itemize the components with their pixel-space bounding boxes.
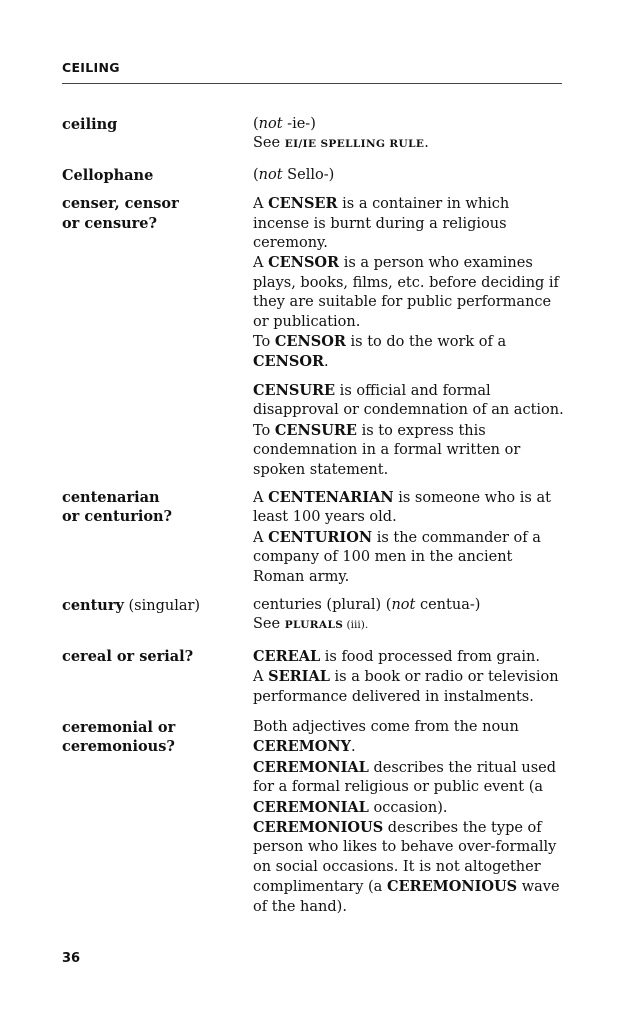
entry-century — [62, 596, 567, 636]
cross-reference: EI/IE SPELLING RULE — [284, 138, 425, 151]
running-head: CEILING — [62, 60, 120, 75]
entry-definition: centuries (plural) (not centua-) See PLURALS (iii). — [253, 596, 481, 633]
entry-term: censer, censor or censure? — [62, 195, 179, 232]
entry-centenarian-centurion — [62, 488, 567, 587]
page-number: 36 — [62, 951, 81, 966]
entry-ceiling — [62, 115, 567, 155]
entry-definition: Both adjectives come from the noun CEREMONY. CEREMONIAL describes the ritual used for a formal religious or public event (a CEREMONIAL occasion). CEREMONIOUS describes the type of person who likes to behave over-formally on social occasions. It is not altogether complimentary (a CEREMONIOUS wave of the hand). — [253, 718, 560, 915]
entry-term: century (singular) — [62, 596, 201, 614]
dictionary-entries — [62, 115, 567, 917]
entry-ceremonial-ceremonious — [62, 718, 567, 917]
entry-definition: A CENTENARIAN is someone who is at least 100 years old. A CENTURION is the commander of a company of 100 men in the ancient Roman army. — [253, 488, 551, 585]
entry-definition: (not -ie-) See EI/IE SPELLING RULE. — [253, 116, 429, 152]
entry-term: centenarian or centurion? — [62, 488, 173, 526]
entry-definition: CEREAL is food processed from grain. A SERIAL is a book or radio or television performance delivered in instalments. — [253, 647, 559, 705]
entry-definition: A CENSER is a container in which incense is burnt during a religious ceremony. A CENSOR is a person who examines plays, books, films, etc. before deciding if they are suitable for public performance or publication. To CENSOR is to do the work of a CENSOR. CENSURE is official and formal disapproval or condemnation of an action. To CENSURE is to express this condemnation in a formal written or spoken statement. — [253, 195, 564, 478]
entry-term: Cellophane — [62, 166, 154, 184]
entry-term: ceiling — [62, 116, 118, 133]
entry-cereal-serial — [62, 647, 567, 707]
cross-reference: PLURALS — [284, 619, 344, 632]
entry-term: ceremonial or ceremonious? — [62, 718, 176, 756]
entry-cellophane — [62, 166, 567, 185]
entry-term: cereal or serial? — [62, 647, 194, 665]
entry-censer-censor-censure — [62, 194, 567, 480]
header-rule — [62, 83, 562, 84]
entry-definition: (not Sello-) — [253, 166, 335, 183]
